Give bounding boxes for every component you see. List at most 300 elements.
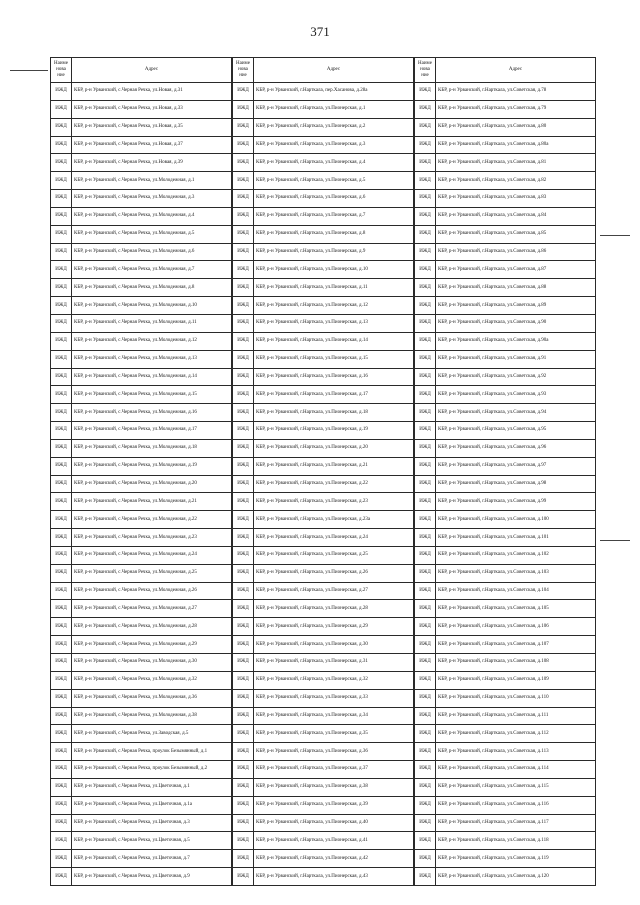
object-kind-cell: ИЖД [51, 529, 72, 547]
address-cell: КБР, р-н Урванский, г.Нарткала, ул.Советская, д.103 [436, 564, 596, 582]
object-kind-cell: ИЖД [415, 225, 436, 243]
address-cell: КБР, р-н Урванский, с.Черная Речка, ул.Молодежная, д.16 [72, 404, 232, 422]
address-cell: КБР, р-н Урванский, с.Черная Речка, ул.Молодежная, д.12 [72, 332, 232, 350]
address-cell: КБР, р-н Урванский, г.Нарткала, ул.Советская, д.120 [436, 868, 596, 886]
table-row [415, 654, 596, 672]
address-cell: КБР, р-н Урванский, г.Нарткала, ул.Советская, д.91 [436, 350, 596, 368]
object-kind-cell: ИЖД [51, 350, 72, 368]
table-row [233, 368, 414, 386]
address-cell: КБР, р-н Урванский, г.Нарткала, ул.Советская, д.92 [436, 368, 596, 386]
address-header: Адрес [72, 58, 232, 83]
margin-rule-right [600, 235, 630, 236]
object-kind-cell: ИЖД [233, 564, 254, 582]
object-kind-cell: ИЖД [51, 814, 72, 832]
object-kind-cell: ИЖД [233, 778, 254, 796]
table-row [51, 386, 232, 404]
object-kind-cell: ИЖД [51, 225, 72, 243]
address-cell: КБР, р-н Урванский, г.Нарткала, ул.Пионерская, д.11 [254, 279, 414, 297]
kind-header: Наиме нова ние [233, 58, 254, 83]
object-kind-cell: ИЖД [415, 689, 436, 707]
table-row [415, 297, 596, 315]
object-kind-cell: ИЖД [415, 100, 436, 118]
object-kind-cell: ИЖД [415, 439, 436, 457]
table-row [233, 778, 414, 796]
address-cell: КБР, р-н Урванский, с.Черная Речка, проулок Безымянный, д.1 [72, 743, 232, 761]
address-cell: КБР, р-н Урванский, г.Нарткала, ул.Пионерская, д.36 [254, 743, 414, 761]
address-cell: КБР, р-н Урванский, г.Нарткала, ул.Пионерская, д.23а [254, 511, 414, 529]
object-kind-cell: ИЖД [233, 689, 254, 707]
page-number: 371 [310, 24, 330, 39]
address-cell: КБР, р-н Урванский, г.Нарткала, пер.Хасанова, д.28а [254, 83, 414, 101]
object-kind-cell: ИЖД [51, 778, 72, 796]
table-row [415, 172, 596, 190]
address-cell: КБР, р-н Урванский, г.Нарткала, ул.Советская, д.80а [436, 136, 596, 154]
address-cell: КБР, р-н Урванский, с.Черная Речка, ул.Молодежная, д.32 [72, 671, 232, 689]
table-row [233, 422, 414, 440]
table-row [415, 761, 596, 779]
table-row [415, 404, 596, 422]
object-kind-cell: ИЖД [51, 546, 72, 564]
address-cell: КБР, р-н Урванский, с.Черная Речка, ул.Молодежная, д.24 [72, 546, 232, 564]
address-cell: КБР, р-н Урванский, г.Нарткала, ул.Пионерская, д.32 [254, 671, 414, 689]
object-kind-cell: ИЖД [233, 368, 254, 386]
object-kind-cell: ИЖД [51, 207, 72, 225]
address-cell: КБР, р-н Урванский, г.Нарткала, ул.Советская, д.110 [436, 689, 596, 707]
object-kind-cell: ИЖД [51, 511, 72, 529]
table-row [415, 636, 596, 654]
object-kind-cell: ИЖД [415, 118, 436, 136]
address-cell: КБР, р-н Урванский, г.Нарткала, ул.Советская, д.86 [436, 243, 596, 261]
object-kind-cell: ИЖД [51, 618, 72, 636]
address-cell: КБР, р-н Урванский, г.Нарткала, ул.Пионерская, д.35 [254, 725, 414, 743]
object-kind-cell: ИЖД [415, 261, 436, 279]
address-cell: КБР, р-н Урванский, с.Черная Речка, ул.Молодежная, д.20 [72, 475, 232, 493]
table-row [415, 136, 596, 154]
table-row [51, 279, 232, 297]
address-cell: КБР, р-н Урванский, с.Черная Речка, ул.Молодежная, д.13 [72, 350, 232, 368]
address-cell: КБР, р-н Урванский, г.Нарткала, ул.Пионерская, д.40 [254, 814, 414, 832]
object-kind-cell: ИЖД [233, 172, 254, 190]
table-row [415, 386, 596, 404]
table-row [233, 493, 414, 511]
table-row [415, 582, 596, 600]
object-kind-cell: ИЖД [415, 743, 436, 761]
register-column-2 [232, 57, 414, 886]
table-row [415, 261, 596, 279]
table-row [233, 172, 414, 190]
address-cell: КБР, р-н Урванский, с.Черная Речка, ул.Молодежная, д.17 [72, 422, 232, 440]
table-row [415, 225, 596, 243]
address-cell: КБР, р-н Урванский, г.Нарткала, ул.Пионерская, д.41 [254, 832, 414, 850]
address-cell: КБР, р-н Урванский, с.Черная Речка, ул.Цветочная, д.3 [72, 814, 232, 832]
address-cell: КБР, р-н Урванский, с.Черная Речка, ул.Молодежная, д.25 [72, 564, 232, 582]
address-cell: КБР, р-н Урванский, г.Нарткала, ул.Пионерская, д.42 [254, 850, 414, 868]
table-row [51, 190, 232, 208]
table-row [415, 332, 596, 350]
table-row [415, 778, 596, 796]
table-row [51, 100, 232, 118]
object-kind-cell: ИЖД [51, 279, 72, 297]
object-kind-cell: ИЖД [51, 582, 72, 600]
address-cell: КБР, р-н Урванский, г.Нарткала, ул.Советская, д.108 [436, 654, 596, 672]
object-kind-cell: ИЖД [415, 707, 436, 725]
table-row [51, 850, 232, 868]
table-row [51, 475, 232, 493]
table-row [415, 725, 596, 743]
table-row [415, 796, 596, 814]
address-cell: КБР, р-н Урванский, г.Нарткала, ул.Пионерская, д.31 [254, 654, 414, 672]
table-row [51, 636, 232, 654]
object-kind-cell: ИЖД [51, 386, 72, 404]
object-kind-cell: ИЖД [233, 725, 254, 743]
object-kind-cell: ИЖД [415, 636, 436, 654]
object-kind-cell: ИЖД [233, 404, 254, 422]
address-table [414, 57, 596, 886]
object-kind-cell: ИЖД [415, 564, 436, 582]
object-kind-cell: ИЖД [233, 118, 254, 136]
object-kind-cell: ИЖД [51, 422, 72, 440]
table-row [233, 743, 414, 761]
object-kind-cell: ИЖД [233, 279, 254, 297]
margin-rule-left [10, 70, 48, 71]
address-cell: КБР, р-н Урванский, г.Нарткала, ул.Пионерская, д.14 [254, 332, 414, 350]
object-kind-cell: ИЖД [415, 332, 436, 350]
table-row [415, 689, 596, 707]
table-row [415, 190, 596, 208]
object-kind-cell: ИЖД [233, 386, 254, 404]
register-columns [50, 57, 596, 886]
address-cell: КБР, р-н Урванский, г.Нарткала, ул.Пионерская, д.1 [254, 100, 414, 118]
address-cell: КБР, р-н Урванский, г.Нарткала, ул.Советская, д.107 [436, 636, 596, 654]
address-cell: КБР, р-н Урванский, г.Нарткала, ул.Советская, д.87 [436, 261, 596, 279]
table-row [233, 868, 414, 886]
address-cell: КБР, р-н Урванский, г.Нарткала, ул.Советская, д.80 [436, 118, 596, 136]
table-row [51, 832, 232, 850]
address-cell: КБР, р-н Урванский, с.Черная Речка, ул.Цветочная, д.7 [72, 850, 232, 868]
address-cell: КБР, р-н Урванский, с.Черная Речка, ул.Цветочная, д.5 [72, 832, 232, 850]
address-register [50, 57, 596, 886]
table-row [233, 297, 414, 315]
address-cell: КБР, р-н Урванский, г.Нарткала, ул.Советская, д.116 [436, 796, 596, 814]
address-cell: КБР, р-н Урванский, г.Нарткала, ул.Советская, д.84 [436, 207, 596, 225]
object-kind-cell: ИЖД [415, 582, 436, 600]
table-row [51, 814, 232, 832]
object-kind-cell: ИЖД [233, 618, 254, 636]
address-cell: КБР, р-н Урванский, г.Нарткала, ул.Пионерская, д.25 [254, 546, 414, 564]
table-row [415, 618, 596, 636]
address-cell: КБР, р-н Урванский, г.Нарткала, ул.Пионерская, д.5 [254, 172, 414, 190]
address-cell: КБР, р-н Урванский, с.Черная Речка, ул.Молодежная, д.22 [72, 511, 232, 529]
address-cell: КБР, р-н Урванский, г.Нарткала, ул.Советская, д.90а [436, 332, 596, 350]
address-cell: КБР, р-н Урванский, г.Нарткала, ул.Пионерская, д.39 [254, 796, 414, 814]
table-row [415, 314, 596, 332]
address-table [50, 57, 232, 886]
table-row [415, 457, 596, 475]
table-row [51, 761, 232, 779]
object-kind-cell: ИЖД [51, 475, 72, 493]
address-cell: КБР, р-н Урванский, г.Нарткала, ул.Советская, д.81 [436, 154, 596, 172]
object-kind-cell: ИЖД [415, 868, 436, 886]
address-cell: КБР, р-н Урванский, с.Черная Речка, ул.Молодежная, д.11 [72, 314, 232, 332]
address-cell: КБР, р-н Урванский, с.Черная Речка, ул.Новая, д.37 [72, 136, 232, 154]
address-cell: КБР, р-н Урванский, с.Черная Речка, ул.Молодежная, д.29 [72, 636, 232, 654]
table-row [233, 707, 414, 725]
register-column-3 [414, 57, 596, 886]
address-cell: КБР, р-н Урванский, г.Нарткала, ул.Пионерская, д.20 [254, 439, 414, 457]
table-row [233, 386, 414, 404]
table-row [233, 600, 414, 618]
object-kind-cell: ИЖД [233, 582, 254, 600]
address-cell: КБР, р-н Урванский, с.Черная Речка, ул.Молодежная, д.19 [72, 457, 232, 475]
table-row [233, 404, 414, 422]
table-row [415, 368, 596, 386]
table-row [51, 778, 232, 796]
table-row [51, 457, 232, 475]
address-cell: КБР, р-н Урванский, с.Черная Речка, ул.Молодежная, д.36 [72, 689, 232, 707]
address-cell: КБР, р-н Урванский, г.Нарткала, ул.Советская, д.106 [436, 618, 596, 636]
address-cell: КБР, р-н Урванский, г.Нарткала, ул.Советская, д.111 [436, 707, 596, 725]
table-row [415, 529, 596, 547]
address-cell: КБР, р-н Урванский, г.Нарткала, ул.Пионерская, д.21 [254, 457, 414, 475]
object-kind-cell: ИЖД [51, 243, 72, 261]
object-kind-cell: ИЖД [51, 154, 72, 172]
address-cell: КБР, р-н Урванский, с.Черная Речка, ул.Молодежная, д.30 [72, 654, 232, 672]
object-kind-cell: ИЖД [415, 618, 436, 636]
object-kind-cell: ИЖД [51, 761, 72, 779]
table-row [233, 529, 414, 547]
table-row [415, 83, 596, 101]
object-kind-cell: ИЖД [233, 243, 254, 261]
table-row [233, 243, 414, 261]
object-kind-cell: ИЖД [233, 600, 254, 618]
object-kind-cell: ИЖД [415, 314, 436, 332]
table-row [415, 279, 596, 297]
address-cell: КБР, р-н Урванский, с.Черная Речка, ул.Новая, д.35 [72, 118, 232, 136]
table-row [233, 100, 414, 118]
object-kind-cell: ИЖД [415, 511, 436, 529]
address-cell: КБР, р-н Урванский, г.Нарткала, ул.Пионерская, д.16 [254, 368, 414, 386]
table-row [51, 564, 232, 582]
object-kind-cell: ИЖД [233, 439, 254, 457]
object-kind-cell: ИЖД [415, 368, 436, 386]
address-cell: КБР, р-н Урванский, г.Нарткала, ул.Пионерская, д.33 [254, 689, 414, 707]
object-kind-cell: ИЖД [51, 332, 72, 350]
object-kind-cell: ИЖД [233, 850, 254, 868]
object-kind-cell: ИЖД [51, 796, 72, 814]
address-cell: КБР, р-н Урванский, г.Нарткала, ул.Советская, д.83 [436, 190, 596, 208]
object-kind-cell: ИЖД [233, 100, 254, 118]
address-cell: КБР, р-н Урванский, г.Нарткала, ул.Советская, д.114 [436, 761, 596, 779]
address-cell: КБР, р-н Урванский, г.Нарткала, ул.Советская, д.96 [436, 439, 596, 457]
object-kind-cell: ИЖД [233, 261, 254, 279]
table-row [51, 529, 232, 547]
table-row [233, 618, 414, 636]
table-row [415, 743, 596, 761]
address-cell: КБР, р-н Урванский, с.Черная Речка, ул.Молодежная, д.27 [72, 600, 232, 618]
address-cell: КБР, р-н Урванский, г.Нарткала, ул.Советская, д.85 [436, 225, 596, 243]
table-row [51, 689, 232, 707]
table-row [51, 743, 232, 761]
address-cell: КБР, р-н Урванский, г.Нарткала, ул.Пионерская, д.24 [254, 529, 414, 547]
address-cell: КБР, р-н Урванский, г.Нарткала, ул.Советская, д.112 [436, 725, 596, 743]
address-cell: КБР, р-н Урванский, г.Нарткала, ул.Советская, д.78 [436, 83, 596, 101]
object-kind-cell: ИЖД [415, 671, 436, 689]
object-kind-cell: ИЖД [415, 814, 436, 832]
table-row [233, 689, 414, 707]
table-row [415, 707, 596, 725]
table-row [51, 671, 232, 689]
object-kind-cell: ИЖД [51, 83, 72, 101]
kind-header: Наиме нова ние [51, 58, 72, 83]
address-cell: КБР, р-н Урванский, г.Нарткала, ул.Советская, д.98 [436, 475, 596, 493]
table-row [415, 850, 596, 868]
address-cell: КБР, р-н Урванский, г.Нарткала, ул.Советская, д.105 [436, 600, 596, 618]
table-row [415, 118, 596, 136]
table-row [415, 564, 596, 582]
object-kind-cell: ИЖД [51, 636, 72, 654]
address-cell: КБР, р-н Урванский, с.Черная Речка, ул.Цветочная, д.1 [72, 778, 232, 796]
object-kind-cell: ИЖД [233, 225, 254, 243]
table-row [233, 457, 414, 475]
address-cell: КБР, р-н Урванский, с.Черная Речка, ул.Молодежная, д.38 [72, 707, 232, 725]
object-kind-cell: ИЖД [51, 190, 72, 208]
object-kind-cell: ИЖД [233, 350, 254, 368]
margin-rule-right [600, 540, 630, 541]
table-row [233, 475, 414, 493]
object-kind-cell: ИЖД [415, 546, 436, 564]
address-cell: КБР, р-н Урванский, г.Нарткала, ул.Советская, д.90 [436, 314, 596, 332]
object-kind-cell: ИЖД [415, 83, 436, 101]
address-cell: КБР, р-н Урванский, с.Черная Речка, ул.Молодежная, д.8 [72, 279, 232, 297]
table-row [415, 493, 596, 511]
object-kind-cell: ИЖД [51, 118, 72, 136]
address-table [232, 57, 414, 886]
table-row [51, 422, 232, 440]
address-header: Адрес [436, 58, 596, 83]
address-cell: КБР, р-н Урванский, с.Черная Речка, ул.Молодежная, д.10 [72, 297, 232, 315]
object-kind-cell: ИЖД [415, 778, 436, 796]
address-cell: КБР, р-н Урванский, г.Нарткала, ул.Советская, д.100 [436, 511, 596, 529]
table-row [233, 118, 414, 136]
object-kind-cell: ИЖД [51, 689, 72, 707]
object-kind-cell: ИЖД [233, 636, 254, 654]
object-kind-cell: ИЖД [233, 743, 254, 761]
object-kind-cell: ИЖД [233, 761, 254, 779]
object-kind-cell: ИЖД [415, 350, 436, 368]
object-kind-cell: ИЖД [415, 243, 436, 261]
table-body [233, 83, 414, 886]
address-cell: КБР, р-н Урванский, г.Нарткала, ул.Пионерская, д.3 [254, 136, 414, 154]
address-cell: КБР, р-н Урванский, г.Нарткала, ул.Пионерская, д.37 [254, 761, 414, 779]
address-cell: КБР, р-н Урванский, г.Нарткала, ул.Пионерская, д.29 [254, 618, 414, 636]
table-row [415, 600, 596, 618]
object-kind-cell: ИЖД [233, 529, 254, 547]
table-row [415, 207, 596, 225]
table-row [233, 654, 414, 672]
address-cell: КБР, р-н Урванский, с.Черная Речка, ул.Новая, д.39 [72, 154, 232, 172]
table-row [233, 671, 414, 689]
table-row [233, 314, 414, 332]
object-kind-cell: ИЖД [415, 136, 436, 154]
address-cell: КБР, р-н Урванский, с.Черная Речка, ул.Молодежная, д.7 [72, 261, 232, 279]
object-kind-cell: ИЖД [51, 832, 72, 850]
address-cell: КБР, р-н Урванский, г.Нарткала, ул.Пионерская, д.30 [254, 636, 414, 654]
address-cell: КБР, р-н Урванский, с.Черная Речка, ул.Цветочная, д.9 [72, 868, 232, 886]
table-row [233, 332, 414, 350]
address-cell: КБР, р-н Урванский, с.Черная Речка, ул.Новая, д.33 [72, 100, 232, 118]
address-cell: КБР, р-н Урванский, г.Нарткала, ул.Советская, д.104 [436, 582, 596, 600]
object-kind-cell: ИЖД [51, 743, 72, 761]
address-cell: КБР, р-н Урванский, с.Черная Речка, ул.Молодежная, д.6 [72, 243, 232, 261]
table-row [233, 279, 414, 297]
address-cell: КБР, р-н Урванский, г.Нарткала, ул.Советская, д.99 [436, 493, 596, 511]
object-kind-cell: ИЖД [233, 796, 254, 814]
table-row [233, 564, 414, 582]
address-cell: КБР, р-н Урванский, г.Нарткала, ул.Пионерская, д.2 [254, 118, 414, 136]
kind-header: Наиме нова ние [415, 58, 436, 83]
object-kind-cell: ИЖД [51, 457, 72, 475]
table-row [415, 154, 596, 172]
address-cell: КБР, р-н Урванский, г.Нарткала, ул.Пионерская, д.34 [254, 707, 414, 725]
object-kind-cell: ИЖД [415, 207, 436, 225]
address-cell: КБР, р-н Урванский, г.Нарткала, ул.Советская, д.101 [436, 529, 596, 547]
address-cell: КБР, р-н Урванский, г.Нарткала, ул.Пионерская, д.43 [254, 868, 414, 886]
table-row [51, 439, 232, 457]
object-kind-cell: ИЖД [233, 297, 254, 315]
table-row [51, 868, 232, 886]
address-cell: КБР, р-н Урванский, с.Черная Речка, ул.Молодежная, д.26 [72, 582, 232, 600]
object-kind-cell: ИЖД [415, 832, 436, 850]
table-row [51, 314, 232, 332]
object-kind-cell: ИЖД [51, 850, 72, 868]
address-cell: КБР, р-н Урванский, г.Нарткала, ул.Советская, д.94 [436, 404, 596, 422]
object-kind-cell: ИЖД [51, 671, 72, 689]
object-kind-cell: ИЖД [51, 707, 72, 725]
address-cell: КБР, р-н Урванский, г.Нарткала, ул.Пионерская, д.28 [254, 600, 414, 618]
table-row [51, 725, 232, 743]
address-cell: КБР, р-н Урванский, г.Нарткала, ул.Советская, д.118 [436, 832, 596, 850]
table-row [51, 511, 232, 529]
object-kind-cell: ИЖД [415, 457, 436, 475]
table-body [51, 83, 232, 886]
address-cell: КБР, р-н Урванский, г.Нарткала, ул.Пионерская, д.22 [254, 475, 414, 493]
address-cell: КБР, р-н Урванский, г.Нарткала, ул.Пионерская, д.12 [254, 297, 414, 315]
address-cell: КБР, р-н Урванский, г.Нарткала, ул.Пионерская, д.17 [254, 386, 414, 404]
object-kind-cell: ИЖД [51, 439, 72, 457]
table-row [415, 511, 596, 529]
object-kind-cell: ИЖД [415, 279, 436, 297]
address-cell: КБР, р-н Урванский, г.Нарткала, ул.Советская, д.102 [436, 546, 596, 564]
object-kind-cell: ИЖД [415, 600, 436, 618]
table-row [233, 154, 414, 172]
address-cell: КБР, р-н Урванский, г.Нарткала, ул.Пионерская, д.15 [254, 350, 414, 368]
object-kind-cell: ИЖД [233, 207, 254, 225]
address-cell: КБР, р-н Урванский, г.Нарткала, ул.Пионерская, д.8 [254, 225, 414, 243]
register-column-1 [50, 57, 232, 886]
table-row [415, 243, 596, 261]
address-cell: КБР, р-н Урванский, г.Нарткала, ул.Пионерская, д.6 [254, 190, 414, 208]
object-kind-cell: ИЖД [51, 314, 72, 332]
table-row [415, 546, 596, 564]
object-kind-cell: ИЖД [415, 386, 436, 404]
table-row [415, 439, 596, 457]
object-kind-cell: ИЖД [51, 564, 72, 582]
address-cell: КБР, р-н Урванский, с.Черная Речка, ул.Молодежная, д.21 [72, 493, 232, 511]
address-cell: КБР, р-н Урванский, г.Нарткала, ул.Пионерская, д.38 [254, 778, 414, 796]
table-row [51, 600, 232, 618]
address-cell: КБР, р-н Урванский, с.Черная Речка, ул.Молодежная, д.28 [72, 618, 232, 636]
address-cell: КБР, р-н Урванский, г.Нарткала, ул.Советская, д.95 [436, 422, 596, 440]
